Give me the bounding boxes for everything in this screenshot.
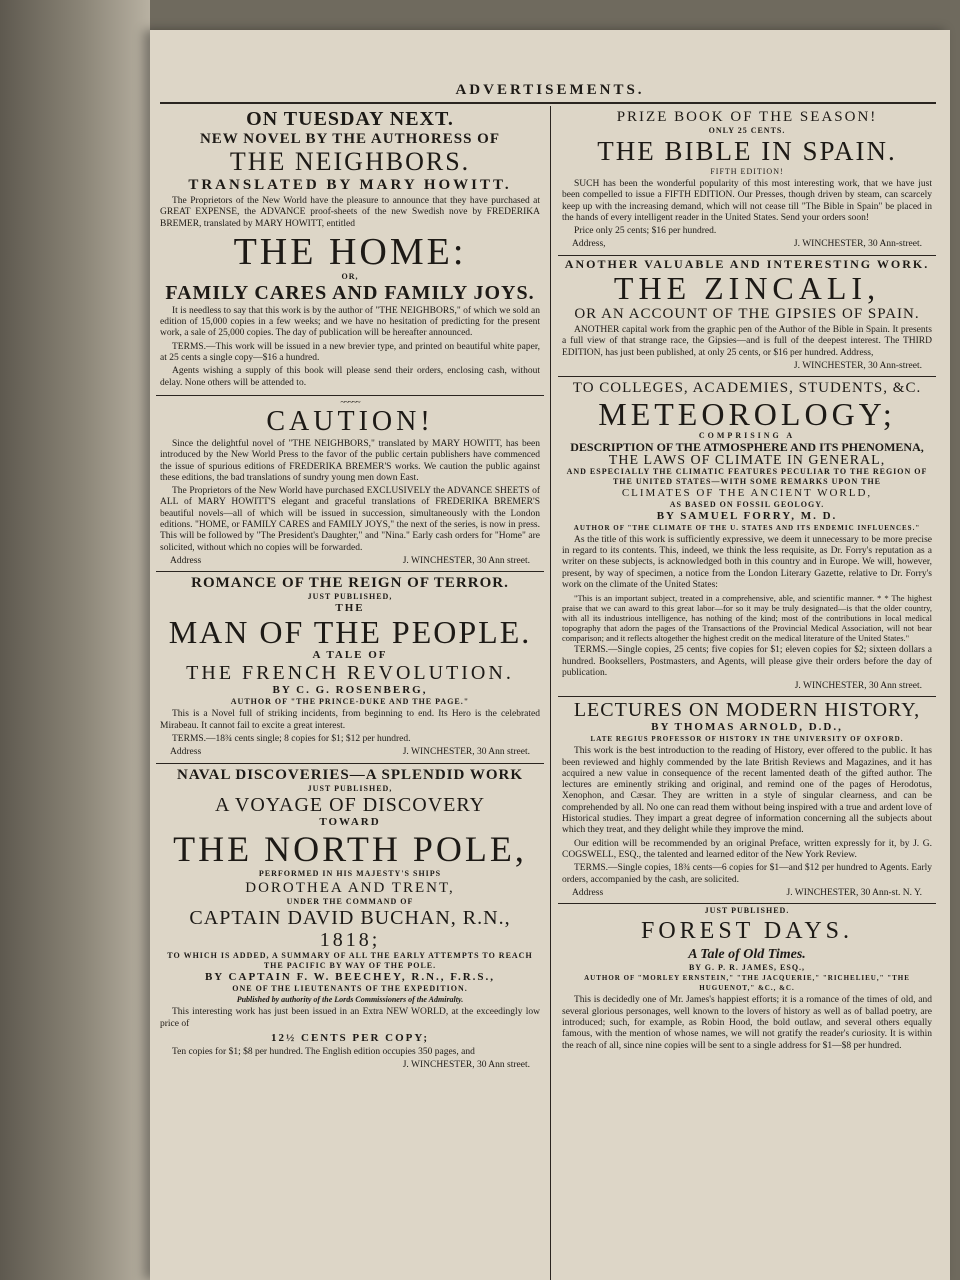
ad-line: DOROTHEA AND TRENT, [245,879,455,896]
ad-subtitle: OR AN ACCOUNT OF THE GIPSIES OF SPAIN. [574,305,920,322]
ad-line: AUTHOR OF "MORLEY ERNSTEIN," "THE JACQUERIE," "RICHELIEU," "THE HUGUENOT," &C., &C. [584,974,910,993]
ad-terms: TERMS.—Single copies, 18¾ cents—6 copies for $1—and $12 per hundred to Agents. Early orders, accompanied by the cash, are solicited. [562,863,932,885]
ad-body: ANOTHER capital work from the graphic pen of the Author of the Bible in Spain. It presents a full view of that strange race, the Gipsies—and is full of the deepest interest. The THIRD EDITION, has just been published, at only 25 cents, or $16 per hundred. Address, [562,324,932,358]
ad-man-of-the-people [156,572,544,763]
ad-body: Our edition will be recommended by an original Preface, written expressly for it, by J. G. COGSWELL, ESQ., the talented and learned editor of the New York Review. [562,838,932,860]
ad-title: THE BIBLE IN SPAIN. [597,136,897,166]
address: J. WINCHESTER, 30 Ann street. [402,1060,530,1071]
ad-title: FOREST DAYS. [640,918,854,945]
book-binding [0,0,150,1280]
ad-line: DESCRIPTION OF THE ATMOSPHERE AND ITS PHENOMENA, [570,439,924,454]
ad-subtitle: FAMILY CARES AND FAMILY JOYS. [165,281,535,304]
address-label: Address [170,747,202,758]
ad-body: The Proprietors of the New World have purchased EXCLUSIVELY the ADVANCE SHEETS of ALL of MARY HOWITT'S elegant and graceful translations of FREDERIKA BREMER'S beautiful novels—all of which will be issued in succession, simultaneously with the London editions. "HOME, or FAMILY CARES and FAMILY JOYS," the next of the series, is now in press. This will be followed by "The President's Daughter," and "Nina." Early cash orders for "Home" are solicited, without which no copies will be forwarded. [160,486,540,553]
ad-title: THE HOME: [233,230,467,273]
ad-body: This work is the best introduction to the reading of History, ever offered to the public. It has been reviewed and highly commended by the late British Reviews and Magazines, and it has acquired a new value in consequence of the recent lamented death of the gifted author. The lectures are eminently striking and original, and remind one of the pages of Herodotus, Xenophon, and Cæsar. They are written in a style of singular clearness, and can be comprehended by all. No one can read them without being inspired with a true and ardent love of Historical studies. They impart a great degree of information concerning all the subjects about which they treat, and they delight while they improve the mind. [562,746,932,836]
ad-kicker: NAVAL DISCOVERIES—A SPLENDID WORK [176,766,523,783]
ad-forest-days [558,904,936,1057]
ad-line: JUST PUBLISHED, [307,783,393,793]
ad-quote: "This is an important subject, treated in a comprehensive, able, and scientific manner. * * The highest praise that we can award to this great labor—for so it may be truly designated—is that the older country, with all its industrious intelligence, has nothing of the kind; most of the contributions in local medical topography that adorn the pages of the Transactions of the Provincial Medical Association, will not bear comparison; and it reflects altogether the highest credit on the medical literature of the United States." [562,593,932,644]
address: J. WINCHESTER, 30 Ann street. [402,555,530,566]
ad-body: This is a Novel full of striking incidents, from beginning to end. Its Hero is the celebrated Mirabeau. It cannot fail to excite a great interest. [160,709,540,731]
ad-line: A VOYAGE OF DISCOVERY [214,793,486,816]
ad-body: This interesting work has just been issued in an Extra NEW WORLD, at the exceedingly low price of [160,1007,540,1029]
ad-zincali [558,256,936,377]
ad-address-row [160,556,540,568]
ad-line: AUTHOR OF "THE PRINCE-DUKE AND THE PAGE." [230,697,470,707]
ad-terms: TERMS.—This work will be issued in a new brevier type, and printed on beautiful white paper, at 25 cents a single copy—$16 a hundred. [160,341,540,364]
header-rule [160,102,936,104]
ad-body: It is needless to say that this work is by the author of "THE NEIGHBORS," of which we sold an edition of 15,000 copies in a few weeks; and we have no hesitation of predicting for the present work, a sale of 25,000 copies. The day of publication will be hereafter announced. [160,305,540,339]
ad-author: BY SAMUEL FORRY, M. D. [656,509,838,522]
ad-line: COMPRISING A [698,430,796,440]
address: J. WINCHESTER, 30 Ann street. [402,747,530,758]
ad-address-row [562,888,932,900]
ad-heading: THE NEIGHBORS. [229,147,471,176]
address-label: Address [170,555,202,566]
ad-author: BY G. P. R. JAMES, ESQ., [688,963,806,973]
ad-line: NEW NOVEL BY THE AUTHORESS OF [199,131,501,147]
ad-body: The Proprietors of the New World have the pleasure to announce that they have purchased at GREAT EXPENSE, the ADVANCE proof-sheets of the new Swedish nove by FREDERIKA BREMER, translated by MARY HOWITT, entitled [160,196,540,229]
ad-title: CAUTION! [266,405,434,437]
address: J. WINCHESTER, 30 Ann street. [794,681,922,692]
ad-line: FIFTH EDITION! [710,167,784,176]
ad-line: AS BASED ON FOSSIL GEOLOGY. [669,499,825,509]
ad-body: As the title of this work is sufficiently expressive, we deem it unnecessary to be more precise in regard to its contents. This, indeed, we think the less requisite, as Dr. Forry's reputation as a writer on these subjects, is acknowledged both in this country and in Europe. We will, however, present, by way of specimen, a notice from the London Literary Gazette, relative to Dr. Forry's work on the climate of the United States: [562,534,932,591]
ad-lectures-modern-history [558,697,936,904]
right-column [558,106,936,1280]
address: J. WINCHESTER, 30 Ann-st. N. Y. [786,887,922,898]
ad-line: AND ESPECIALLY THE CLIMATIC FEATURES PECULIAR TO THE REGION OF THE UNITED STATES—WITH SOME REMARKS UPON THE [566,466,928,486]
ad-body: Since the delightful novel of "THE NEIGHBORS," translated by MARY HOWITT, has been introduced by the New World Press to the favor of the public certain publishers have commenced the issue of spurious editions of FREDERIKA BREMER'S works. We caution the public against these editions, the bad translations of sundry young men down East. [160,438,540,483]
ad-line: AUTHOR OF "THE CLIMATE OF THE U. STATES AND ITS ENDEMIC INFLUENCES." [573,523,921,532]
ad-kicker: PRIZE BOOK OF THE SEASON! [616,109,878,125]
ad-address-row [160,747,540,759]
ad-line: OR, [341,271,359,281]
ad-body: SUCH has been the wonderful popularity of this most interesting work, that we have just been compelled to issue a FIFTH EDITION. Our Presses, though driven by steam, can scarcely keep up with the increasing demand, which will not cease till "The Bible in Spain" be placed in the hands of every intelligent reader in the United States. Send your orders soon! [562,179,932,223]
ad-address-row [562,239,932,251]
ad-line: THE [335,602,365,615]
address-label: Address [572,887,604,898]
ad-title: THE ZINCALI, [613,269,881,306]
left-column [156,106,544,1280]
ad-terms: TERMS.—18¾ cents single; 8 copies for $1; $12 per hundred. [172,734,411,745]
ad-line: Published by authority of the Lords Commissioners of the Admiralty. [236,994,464,1004]
ad-bible-in-spain [558,106,936,256]
ad-author: BY CAPTAIN F. W. BEECHEY, R.N., F.R.S., [204,970,496,983]
ad-author: BY C. G. ROSENBERG, [272,684,428,697]
ad-terms: TERMS.—Single copies, 25 cents; five copies for $1; eleven copies for $2; sixteen dollars a hundred. Booksellers, Postmasters, and Agents, will please give their orders before the day of publication. [562,645,932,678]
ad-body: This is decidedly one of Mr. James's happiest efforts; it is a romance of the times of old, and several glorious personages, well known to the lovers of history as well as of ballad poetry, are introduced; such, for example, as Robin Hood, the bold outlaw, and several others equally famous, with the mention of whose names, we will not gratify the reader's curiosity. It is within the reach of all, since nine copies will be sent to a single address for $1—$8 per hundred. [562,995,932,1051]
ad-terms: Ten copies for $1; $8 per hundred. The English edition occupies 350 pages, and [172,1046,475,1057]
ad-line: A TALE OF [312,649,388,662]
ad-line: LATE REGIUS PROFESSOR OF HISTORY IN THE UNIVERSITY OF OXFORD. [590,735,904,744]
ad-line: PERFORMED IN HIS MAJESTY'S SHIPS [258,868,442,878]
ad-title: THE NORTH POLE, [173,828,527,869]
ad-line: JUST PUBLISHED, [307,592,393,602]
ad-kicker: TO COLLEGES, ACADEMIES, STUDENTS, &C. [572,379,922,396]
ad-line: CLIMATES OF THE ANCIENT WORLD, [621,486,873,499]
ad-line: ONE OF THE LIEUTENANTS OF THE EXPEDITION. [232,983,468,993]
ad-kicker: ROMANCE OF THE REIGN OF TERROR. [191,575,509,592]
ad-line: CAPTAIN DAVID BUCHAN, R.N., [189,906,511,929]
ornament-rule: ~~~~~ [340,396,360,407]
address-label: Address, [572,239,606,250]
newspaper-page [150,30,950,1280]
address: J. WINCHESTER, 30 Ann-street. [793,239,922,250]
ad-line: TOWARD [319,815,381,828]
ad-north-pole [156,764,544,1075]
column-divider [550,106,551,1280]
ad-kicker: ANOTHER VALUABLE AND INTERESTING WORK. [564,256,930,271]
ad-notice: Agents wishing a supply of this book will please send their orders, enclosing cash, without delay. None others will be attended to. [160,366,540,388]
ad-kicker: ON TUESDAY NEXT. [246,108,454,130]
ad-line: 1818; [319,928,381,951]
ad-caution [156,396,544,572]
ad-line: THE LAWS OF CLIMATE IN GENERAL, [608,452,886,468]
ad-the-home [156,106,544,396]
ad-line: TRANSLATED BY MARY HOWITT. [188,177,512,193]
ad-line: TO WHICH IS ADDED, A SUMMARY OF ALL THE EARLY ATTEMPTS TO REACH THE PACIFIC BY WAY OF THE POLE. [167,950,533,970]
ad-line: ONLY 25 CENTS. [708,126,786,135]
ad-title: MAN OF THE PEOPLE. [168,614,532,651]
ad-kicker: JUST PUBLISHED. [704,906,790,916]
ad-meteorology [558,377,936,697]
ad-title: METEOROLOGY; [598,395,896,432]
ad-price: 12½ CENTS PER COPY; [271,1031,429,1044]
ad-title: LECTURES ON MODERN HISTORY, [573,699,921,722]
ad-subtitle: THE FRENCH REVOLUTION. [186,662,514,685]
ad-subtitle: A Tale of Old Times. [688,947,806,963]
ad-author: BY THOMAS ARNOLD, D.D., [651,721,843,734]
ad-line: UNDER THE COMMAND OF [286,896,414,906]
page-header: ADVERTISEMENTS. [455,82,645,98]
address: J. WINCHESTER, 30 Ann-street. [793,360,922,371]
ad-price: Price only 25 cents; $16 per hundred. [574,226,717,237]
